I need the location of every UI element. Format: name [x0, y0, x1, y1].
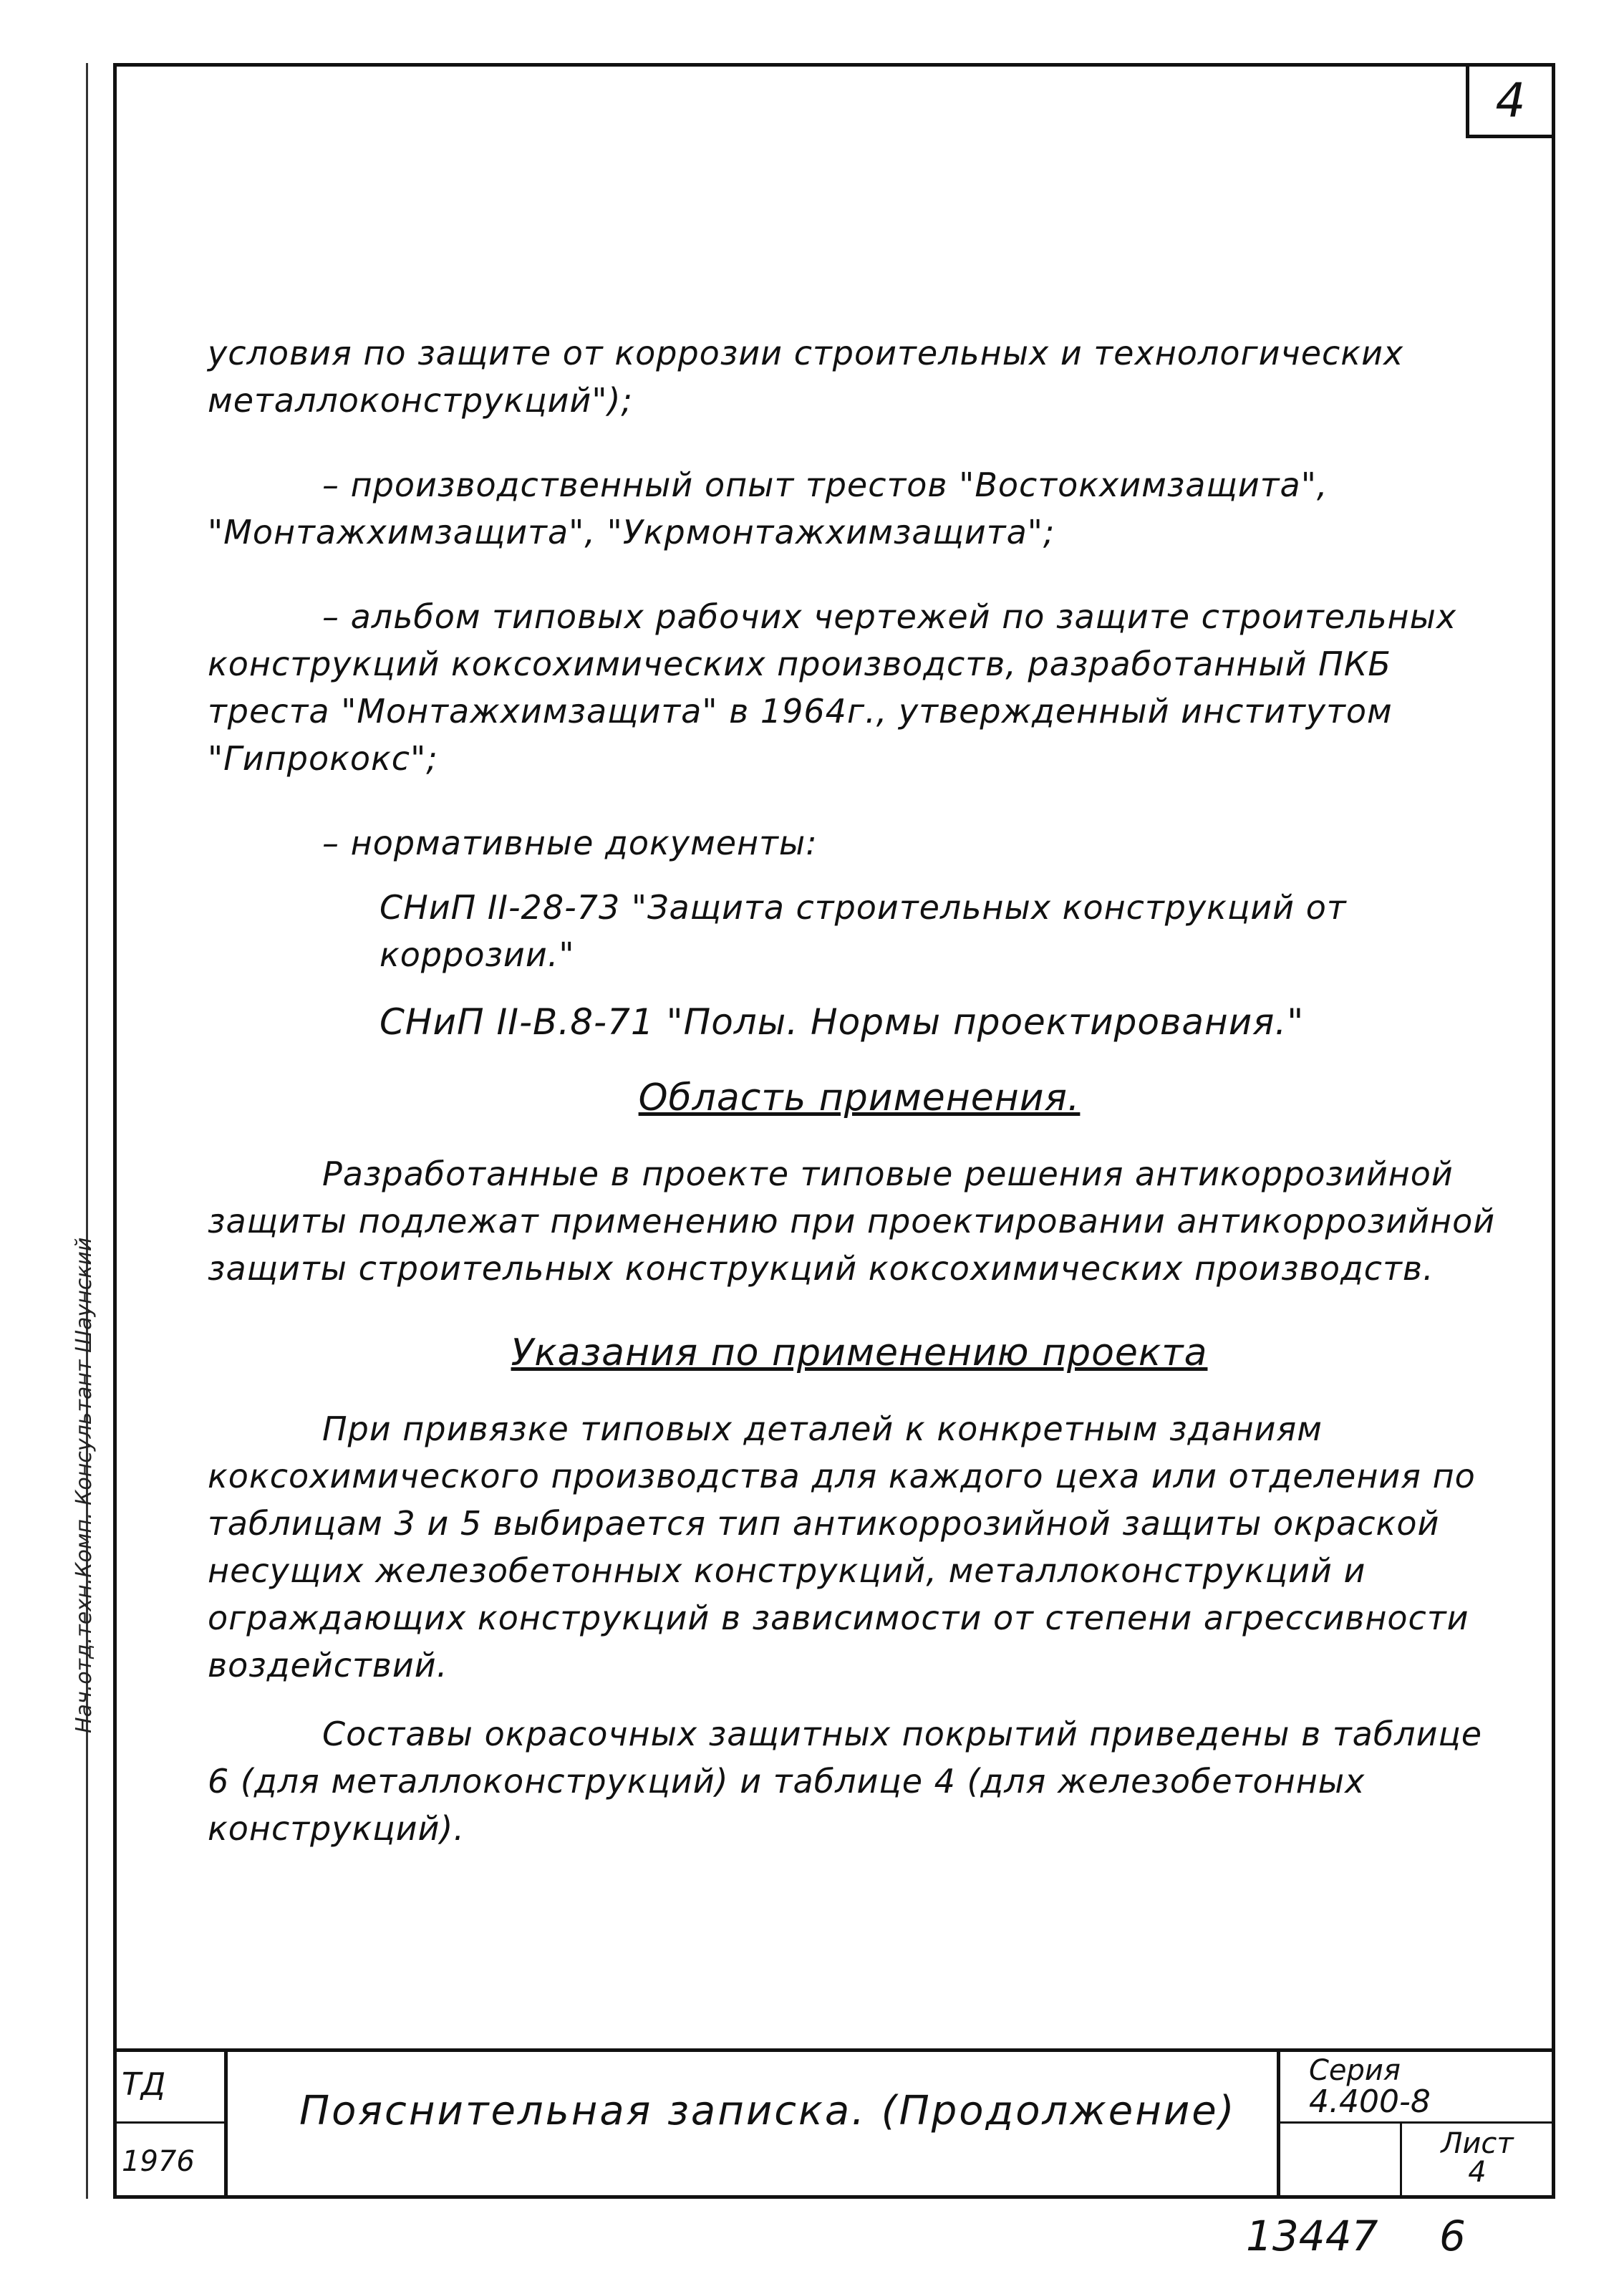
page-number: 4 [1495, 73, 1526, 128]
paragraph-experience: – производственный опыт трестов "Востокхимзащита", "Монтажхимзащита", "Укрмонтажхимзащита"; [208, 466, 1328, 551]
section-instructions-text: При привязке типовых деталей к конкретным зданиям коксохимического производства для каждого цеха или отделения по таблицам 3 и 5 выбирается тип антикоррозийной защиты окраской несущих железобетонных конструкций, металлоконструкций и ограждающих конструкций в зависимости от степени агрессивности воздействий. [208, 1410, 1476, 1685]
norm-snip-28: СНиП II-28-73 "Защита строительных конструкций от коррозии." [380, 888, 1347, 974]
stamp-year: 1976 [113, 2124, 228, 2199]
archive-number: 13447 [1246, 2212, 1378, 2260]
sheet-label: Лист [1441, 2127, 1514, 2160]
page-number-box [1466, 67, 1552, 138]
paragraph-album: – альбом типовых рабочих чертежей по защите строительных конструкций коксохимических производств, разработанный ПКБ треста "Монтажхимзащита" в 1964г., утвержденный институтом "Гипрококс"; [208, 597, 1457, 778]
section-scope-text: Разработанные в проекте типовые решения антикоррозийной защиты подлежат применению при проектировании антикоррозийной защиты строительных конструкций коксохимических производств. [208, 1155, 1496, 1288]
stamp-td: ТД [113, 2052, 228, 2124]
sheet-value: 4 [1468, 2156, 1487, 2189]
document-body [208, 329, 1511, 1889]
margin-signatures: Нач.отд.техн.Комп. Консультант Шаунский [72, 1237, 97, 1733]
title-block [113, 2048, 1555, 2199]
series-value: 4.400-8 [1309, 2083, 1431, 2120]
footer-page-number: 6 [1439, 2212, 1466, 2260]
section-compositions-text: Составы окрасочных защитных покрытий приведены в таблице 6 (для металлоконструкций) и таблице 4 (для железобетонных конструкций). [208, 1715, 1483, 1848]
stamp-sheet [1402, 2124, 1552, 2199]
section-heading-scope: Область применения. [638, 1076, 1081, 1119]
series-label: Серия [1309, 2054, 1401, 2087]
paragraph-norms-intro: – нормативные документы: [322, 824, 818, 862]
section-heading-instructions: Указания по применению проекта [511, 1331, 1208, 1374]
paragraph-conditions: условия по защите от коррозии строительных и технологических металлоконструкций"); [208, 334, 1404, 420]
stamp-empty-cell [1280, 2124, 1402, 2199]
stamp-series [1280, 2052, 1552, 2124]
stamp-title: Пояснительная записка. (Продолжение) [228, 2052, 1280, 2199]
norm-snip-v8: СНиП II-В.8-71 "Полы. Нормы проектирования." [380, 1001, 1305, 1043]
